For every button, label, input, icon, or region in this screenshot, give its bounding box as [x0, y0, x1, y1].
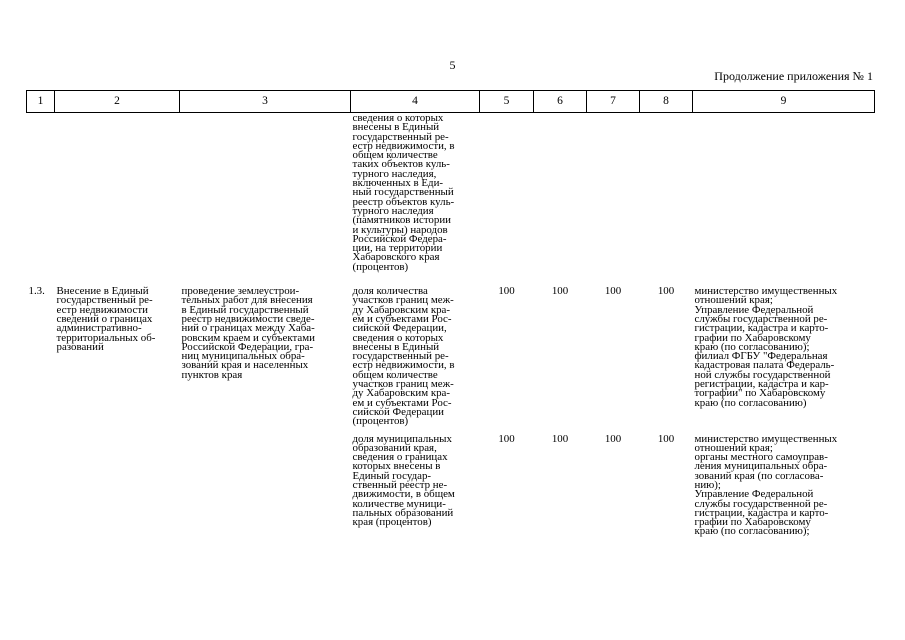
cell-line: участков границ меж- — [352, 378, 454, 391]
header-cell: 5 — [480, 91, 534, 113]
cell-line: ем и субъектами Рос- — [352, 396, 452, 409]
table-cell-6: 100 — [551, 432, 569, 445]
cell-line: сведения о которых — [352, 112, 444, 124]
cell-line: доля количества — [352, 285, 428, 298]
cell-line: нию); — [694, 478, 721, 491]
cell-line: движимости, в общем — [352, 488, 455, 501]
header-cell: 8 — [640, 91, 693, 113]
cell-line: Российской Федерации, гра- — [181, 340, 314, 353]
table-cell-4 — [351, 113, 480, 288]
header-cell: 7 — [587, 91, 640, 113]
table-cell-1: 1.3. — [28, 285, 45, 298]
cell-line: доля муниципальных — [352, 432, 452, 445]
table-cell-3 — [180, 113, 351, 288]
table-cell-7 — [587, 113, 640, 288]
table-cell-9 — [693, 287, 875, 434]
cell-line: образований края, — [352, 441, 437, 454]
cell-line: тографии" по Хабаровскому — [694, 387, 826, 400]
table-cell-1 — [27, 435, 55, 537]
cell-line: ду Хабаровским кра- — [352, 303, 451, 316]
cell-line: министерство имущественных — [694, 432, 838, 445]
cell-line: территориальных об- — [56, 331, 156, 344]
table-cell-3 — [180, 435, 351, 537]
continuation-label: Продолжение приложения № 1 — [714, 69, 873, 83]
table-cell-4 — [351, 432, 480, 537]
cell-line: (процентов) — [352, 260, 409, 273]
cell-line: количестве муници- — [352, 497, 446, 510]
cell-line: Хабаровского края — [352, 251, 440, 264]
cell-line: Российской Федера- — [352, 232, 447, 245]
cell-line: пальных образований — [352, 506, 454, 519]
cell-line: края (процентов) — [352, 516, 432, 529]
table-cell-2 — [55, 113, 180, 288]
cell-line: кадастровая палата Федераль- — [694, 359, 835, 372]
cell-line: в Единый государственный — [181, 303, 309, 316]
cell-line: реестр объектов куль- — [352, 195, 455, 208]
table-cell-2 — [55, 287, 180, 434]
table-cell-5: 100 — [498, 432, 515, 445]
cell-line: филиал ФГБУ "Федеральная — [694, 350, 828, 363]
cell-line: (памятников истории — [352, 214, 451, 227]
cell-line: включенных в Еди- — [352, 177, 444, 190]
header-cell: 6 — [534, 91, 587, 113]
cell-line: ний о границах между Хаба- — [181, 322, 315, 335]
cell-line: сийской Федерации — [352, 405, 444, 418]
cell-line: гистрации, кадастра и карто- — [694, 322, 829, 335]
cell-line: пунктов края — [181, 368, 243, 381]
header-cell: 2 — [55, 91, 180, 113]
cell-line: естр недвижимости, в — [352, 359, 455, 372]
header-cell: 3 — [180, 91, 351, 113]
cell-line: зований края (по согласова- — [694, 469, 824, 482]
cell-line: краю (по согласованию); — [694, 525, 810, 538]
cell-line: ления муниципальных обра- — [694, 460, 828, 473]
cell-line: ственный реестр не- — [352, 478, 448, 491]
header-cell: 9 — [693, 91, 875, 113]
cell-line: административно- — [56, 322, 142, 335]
cell-line: графии по Хабаровскому — [694, 516, 811, 529]
cell-line: государственный ре- — [56, 294, 153, 307]
table-cell-9 — [693, 432, 875, 538]
cell-line: общем количестве — [352, 368, 438, 381]
cell-line: общем количестве — [352, 149, 438, 162]
cell-line: участков границ меж- — [352, 294, 454, 307]
cell-line: ции, на территории — [352, 242, 443, 255]
header-row — [27, 91, 875, 113]
cell-line: службы государственной ре- — [694, 312, 828, 325]
table-cell-8: 100 — [657, 285, 675, 298]
table-row — [27, 287, 875, 434]
table-cell-8: 100 — [657, 432, 675, 445]
cell-line: ем и субъектами Рос- — [352, 312, 452, 325]
cell-line: сведения о которых — [352, 331, 444, 344]
cell-line: ниц муниципальных обра- — [181, 350, 305, 363]
cell-line: турного наследия, — [352, 167, 437, 180]
cell-line: министерство имущественных — [694, 285, 838, 298]
table-cell-7: 100 — [604, 285, 622, 298]
cell-line: отношений края; — [694, 441, 773, 454]
table-cell-7: 100 — [604, 432, 622, 445]
cell-line: Внесение в Единый — [56, 285, 149, 298]
page-number: 5 — [449, 58, 456, 72]
cell-line: Единый государ- — [352, 469, 432, 482]
cell-line: Управление Федеральной — [694, 303, 814, 316]
header-cell: 1 — [27, 91, 55, 113]
cell-line: государственный ре- — [352, 350, 449, 363]
table-row — [27, 435, 875, 537]
cell-line: графии по Хабаровскому — [694, 331, 811, 344]
table-cell-5 — [480, 113, 534, 288]
cell-line: сведений о границах — [56, 312, 153, 325]
table-cell-6: 100 — [551, 285, 569, 298]
table-cell-8 — [640, 113, 693, 288]
cell-line: внесены в Единый — [352, 340, 440, 353]
cell-line: органы местного самоуправ- — [694, 451, 828, 464]
cell-line: регистрации, кадастра и кар- — [694, 378, 829, 391]
table-cell-3 — [180, 287, 351, 434]
cell-line: (процентов) — [352, 415, 409, 428]
cell-line: естр недвижимости — [56, 303, 148, 316]
table-cell-9 — [693, 113, 875, 288]
cell-line: отношений края; — [694, 294, 773, 307]
cell-line: турного наследия — [352, 204, 434, 217]
cell-line: краю (по согласованию) — [694, 396, 807, 409]
cell-line: тельных работ для внесения — [181, 294, 313, 307]
header-cell: 4 — [351, 91, 480, 113]
cell-line: естр недвижимости, в — [352, 139, 455, 152]
cell-line: проведение землеустрои- — [181, 285, 300, 298]
cell-line: краю (по согласованию); — [694, 340, 810, 353]
table-cell-4 — [351, 287, 480, 434]
cell-line: Управление Федеральной — [694, 488, 814, 501]
cell-line: которых внесены в — [352, 460, 441, 473]
cell-line: государственный ре- — [352, 130, 449, 143]
cell-line: сведения о границах — [352, 451, 448, 464]
cell-line: службы государственной ре- — [694, 497, 828, 510]
cell-line: сийской Федерации, — [352, 322, 447, 335]
cell-line: ной службы государственной — [694, 368, 831, 381]
table-cell-6 — [534, 113, 587, 288]
program-table — [26, 90, 875, 537]
cell-line: ный государственный — [352, 186, 454, 199]
cell-line: гистрации, кадастра и карто- — [694, 506, 829, 519]
table-cell-5: 100 — [498, 285, 515, 298]
cell-line: ду Хабаровским кра- — [352, 387, 451, 400]
table-row — [27, 113, 875, 288]
cell-line: и культуры) народов — [352, 223, 448, 236]
cell-line: ровским краем и субъектами — [181, 331, 315, 344]
table-cell-1 — [27, 113, 55, 288]
cell-line: реестр недвижимости сведе- — [181, 312, 315, 325]
cell-line: зований края и населенных — [181, 359, 309, 372]
cell-line: разований — [56, 340, 104, 353]
cell-line: внесены в Единый — [352, 121, 440, 134]
table-cell-2 — [55, 435, 180, 537]
cell-line: таких объектов куль- — [352, 158, 450, 171]
